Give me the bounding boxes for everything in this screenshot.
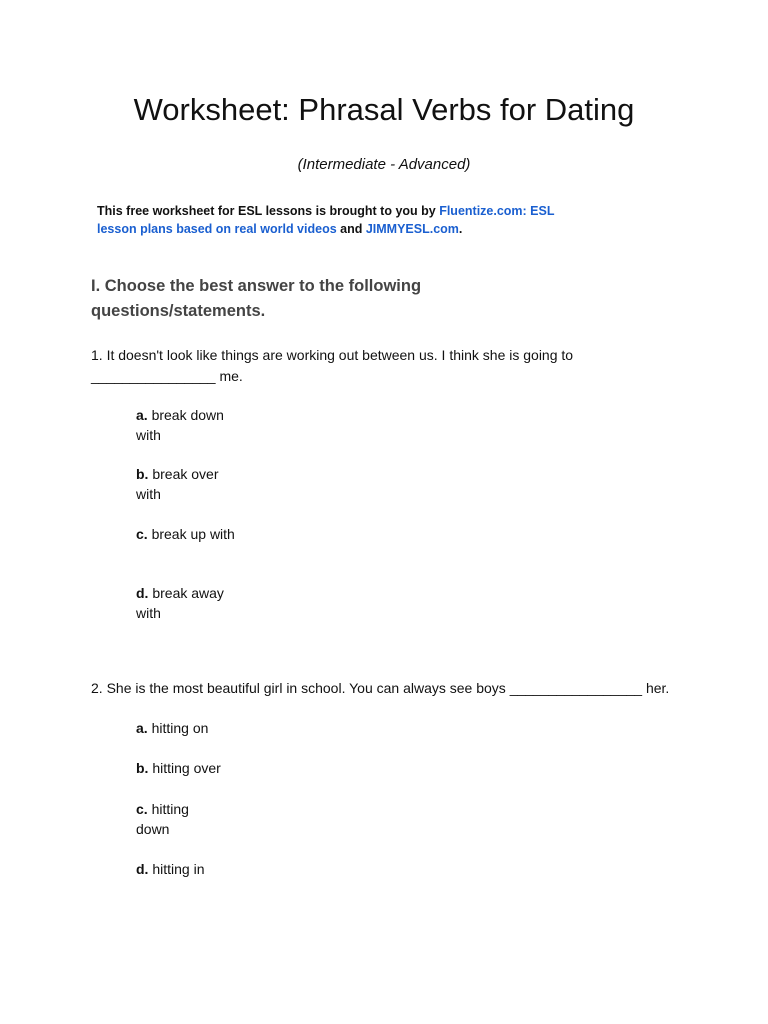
option-letter: b. bbox=[136, 466, 149, 482]
option-text: break up with bbox=[147, 526, 235, 542]
fluentize-link[interactable]: Fluentize.com: ESL lesson plans based on real world videos bbox=[97, 204, 555, 236]
intro-paragraph bbox=[97, 203, 577, 238]
intro-text-middle: and bbox=[336, 221, 366, 236]
intro-text-before: This free worksheet for ESL lessons is brought to you by bbox=[97, 204, 440, 218]
option-letter: d. bbox=[136, 861, 149, 877]
option-letter: a. bbox=[136, 720, 148, 736]
option-text: hitting down bbox=[136, 801, 189, 837]
option-letter: b. bbox=[136, 760, 149, 776]
option-text: hitting on bbox=[147, 720, 209, 736]
question-1-option-b[interactable] bbox=[136, 464, 236, 504]
intro-text-after: . bbox=[458, 221, 463, 236]
question-1-option-d[interactable] bbox=[136, 583, 236, 623]
question-2: 2. She is the most beautiful girl in school. You can always see boys _________________ her. bbox=[91, 680, 670, 696]
question-1-option-c[interactable] bbox=[136, 524, 236, 544]
option-letter: d. bbox=[136, 585, 149, 601]
page-title: Worksheet: Phrasal Verbs for Dating bbox=[133, 92, 635, 127]
option-text: hitting over bbox=[148, 760, 221, 776]
option-text: break over with bbox=[136, 466, 219, 502]
option-text: break away with bbox=[136, 585, 224, 621]
option-text: hitting in bbox=[148, 861, 205, 877]
level-subtitle: (Intermediate - Advanced) bbox=[297, 156, 471, 173]
question-2-option-d[interactable] bbox=[136, 859, 236, 879]
option-letter: c. bbox=[136, 526, 148, 542]
question-2-option-a[interactable] bbox=[136, 718, 236, 738]
section-heading: I. Choose the best answer to the following questions/statements. bbox=[91, 277, 422, 320]
jimmyesl-link[interactable]: JIMMYESL.com bbox=[365, 221, 459, 236]
option-letter: a. bbox=[136, 407, 148, 423]
question-1: 1. It doesn't look like things are working out between us. I think she is going to ________________ me. bbox=[91, 347, 574, 384]
question-1-option-a[interactable] bbox=[136, 405, 236, 445]
option-letter: c. bbox=[136, 801, 148, 817]
option-text: break down with bbox=[136, 407, 224, 443]
question-2-option-b[interactable] bbox=[136, 758, 236, 778]
question-2-option-c[interactable] bbox=[136, 799, 206, 839]
